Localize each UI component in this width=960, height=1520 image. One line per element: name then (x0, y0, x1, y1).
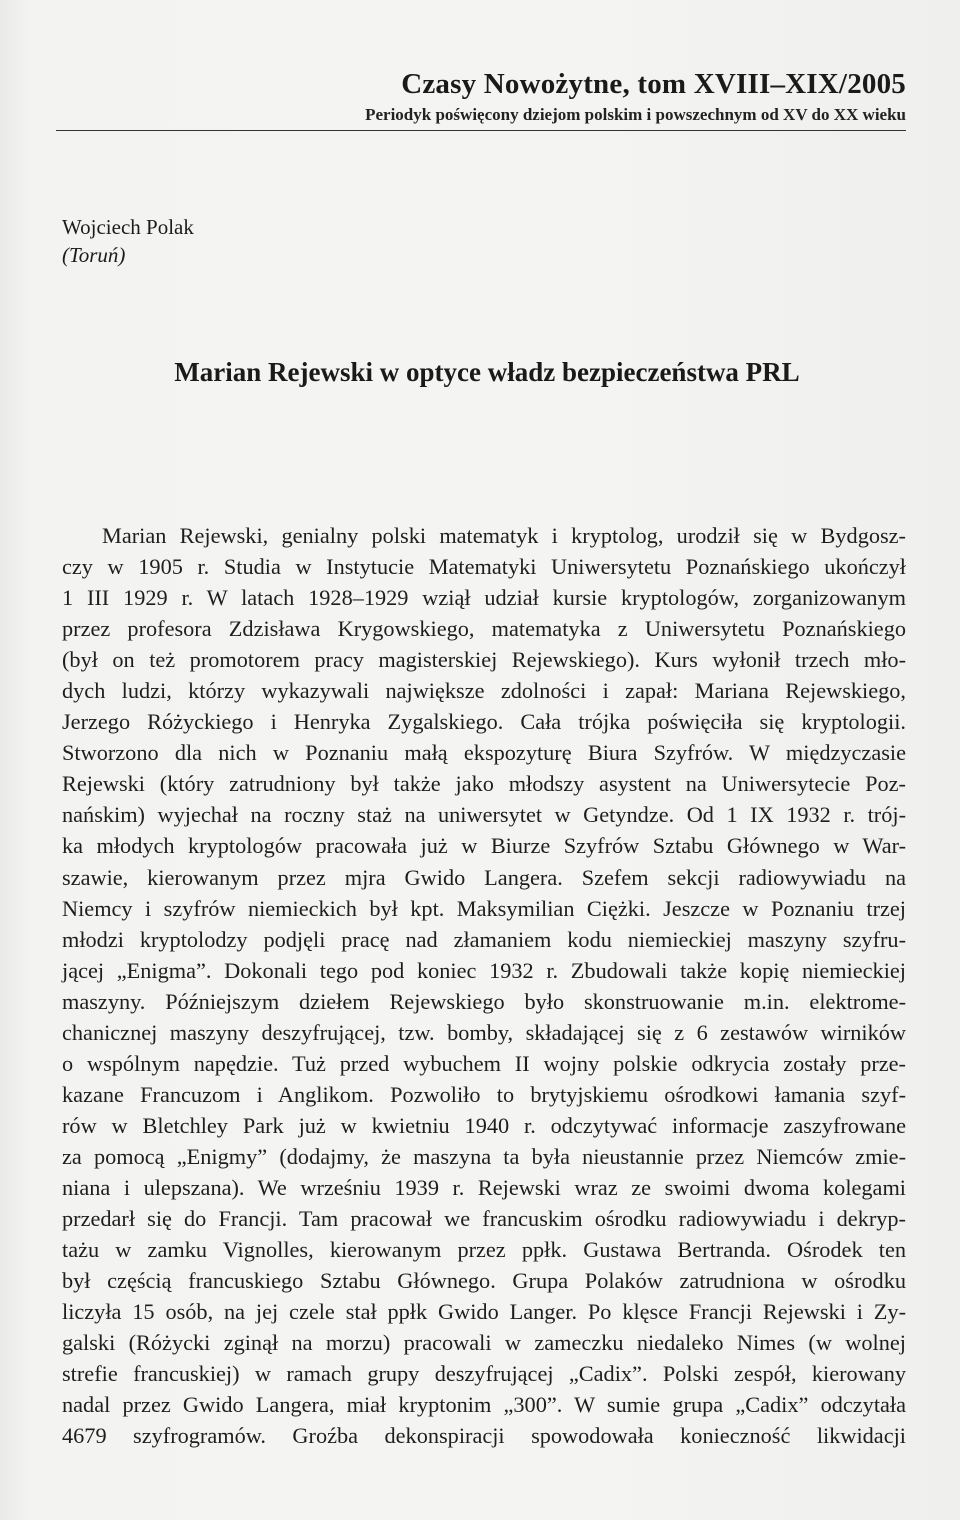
body-line: maszyny. Późniejszym dziełem Rejewskiego było skonstruowanie m.in. elektrome- (62, 988, 906, 1014)
body-line: ka młodych kryptologów pracowała już w Biurze Szyfrów Sztabu Głównego w War- (62, 833, 906, 859)
body-line: czy w 1905 r. Studia w Instytucie Matematyki Uniwersytetu Poznańskiego ukończył (62, 554, 906, 580)
journal-title: Czasy Nowożytne, tom XVIII–XIX/2005 (401, 68, 906, 100)
journal-header (56, 66, 906, 126)
body-line: młodzi kryptolodzy podjęli pracę nad złamaniem kodu niemieckiej maszyny szyfru- (62, 926, 906, 952)
article-body (62, 520, 906, 1451)
body-line: Niemcy i szyfrów niemieckich był kpt. Maksymilian Ciężki. Jeszcze w Poznaniu trzej (62, 895, 906, 921)
body-line: nańskim) wyjechał na roczny staż na uniwersytet w Getyndze. Od 1 IX 1932 r. trój- (62, 802, 906, 828)
body-line: 1 III 1929 r. W latach 1928–1929 wziął udział kursie kryptologów, zorganizowanym (62, 585, 906, 611)
body-line: chanicznej maszyny deszyfrującej, tzw. bomby, składającej się z 6 zestawów wirników (62, 1019, 906, 1045)
body-line: nadal przez Gwido Langera, miał kryptonim „300”. W sumie grupa „Cadix” odczytała (62, 1392, 906, 1418)
body-line: niana i ulepszana). We wrześniu 1939 r. Rejewski wraz ze swoimi dwoma kolegami (62, 1174, 906, 1200)
body-line: szawie, kierowanym przez mjra Gwido Langera. Szefem sekcji radiowywiadu na (62, 864, 906, 890)
body-line: kazane Francuzom i Anglikom. Pozwoliło to brytyjskiemu ośrodkowi łamania szyf- (62, 1081, 906, 1107)
body-line: był częścią francuskiego Sztabu Głównego. Grupa Polaków zatrudniona w ośrodku (62, 1268, 906, 1294)
author-name: Wojciech Polak (62, 215, 194, 239)
body-line: przedarł się do Francji. Tam pracował we francuskim ośrodku radiowywiadu i dekryp- (62, 1206, 906, 1232)
body-line: jącej „Enigma”. Dokonali tego pod koniec 1932 r. Zbudowali także kopię niemieckiej (62, 957, 906, 983)
body-line: Stworzono dla nich w Poznaniu małą ekspozyturę Biura Szyfrów. W międzyczasie (62, 740, 906, 766)
author-block (62, 213, 194, 269)
body-line: strefie francuskiej) w ramach grupy deszyfrującej „Cadix”. Polski zespół, kierowany (62, 1361, 906, 1387)
journal-subtitle: Periodyk poświęcony dziejom polskim i powszechnym od XV do XX wieku (365, 105, 906, 124)
body-line: (był on też promotorem pracy magisterskiej Rejewskiego). Kurs wyłonił trzech mło- (62, 647, 906, 673)
header-divider (56, 130, 906, 131)
body-line: przez profesora Zdzisława Krygowskiego, matematyka z Uniwersytetu Poznańskiego (62, 616, 906, 642)
body-line: Jerzego Różyckiego i Henryka Zygalskiego. Cała trójka poświęciła się kryptologii. (62, 709, 906, 735)
body-line: za pomocą „Enigmy” (dodajmy, że maszyna ta była nieustannie przez Niemców zmie- (62, 1143, 906, 1169)
body-line: rów w Bletchley Park już w kwietniu 1940 r. odczytywać informacje zaszyfrowane (62, 1112, 906, 1138)
body-line: Rejewski (który zatrudniony był także jako młodszy asystent na Uniwersytecie Poz- (62, 771, 906, 797)
body-line: dych ludzi, którzy wykazywali największe zdolności i zapał: Mariana Rejewskiego, (62, 678, 906, 704)
author-affiliation: (Toruń) (62, 243, 126, 267)
body-line: 4679 szyfrogramów. Groźba dekonspiracji spowodowała konieczność likwidacji (62, 1423, 906, 1449)
article-title: Marian Rejewski w optyce władz bezpieczeństwa PRL (174, 357, 800, 387)
body-line: tażu w zamku Vignolles, kierowanym przez ppłk. Gustawa Bertranda. Ośrodek ten (62, 1237, 906, 1263)
body-line: liczyła 15 osób, na jej czele stał ppłk Gwido Langer. Po klęsce Francji Rejewski i Zy- (62, 1299, 906, 1325)
body-line: Marian Rejewski, genialny polski matematyk i kryptolog, urodził się w Bydgosz- (102, 523, 906, 548)
body-line: o wspólnym napędzie. Tuż przed wybuchem II wojny polskie odkrycia zostały prze- (62, 1050, 906, 1076)
body-line: galski (Różycki zginął na morzu) pracowali w zameczku niedaleko Nimes (w wolnej (62, 1330, 906, 1356)
